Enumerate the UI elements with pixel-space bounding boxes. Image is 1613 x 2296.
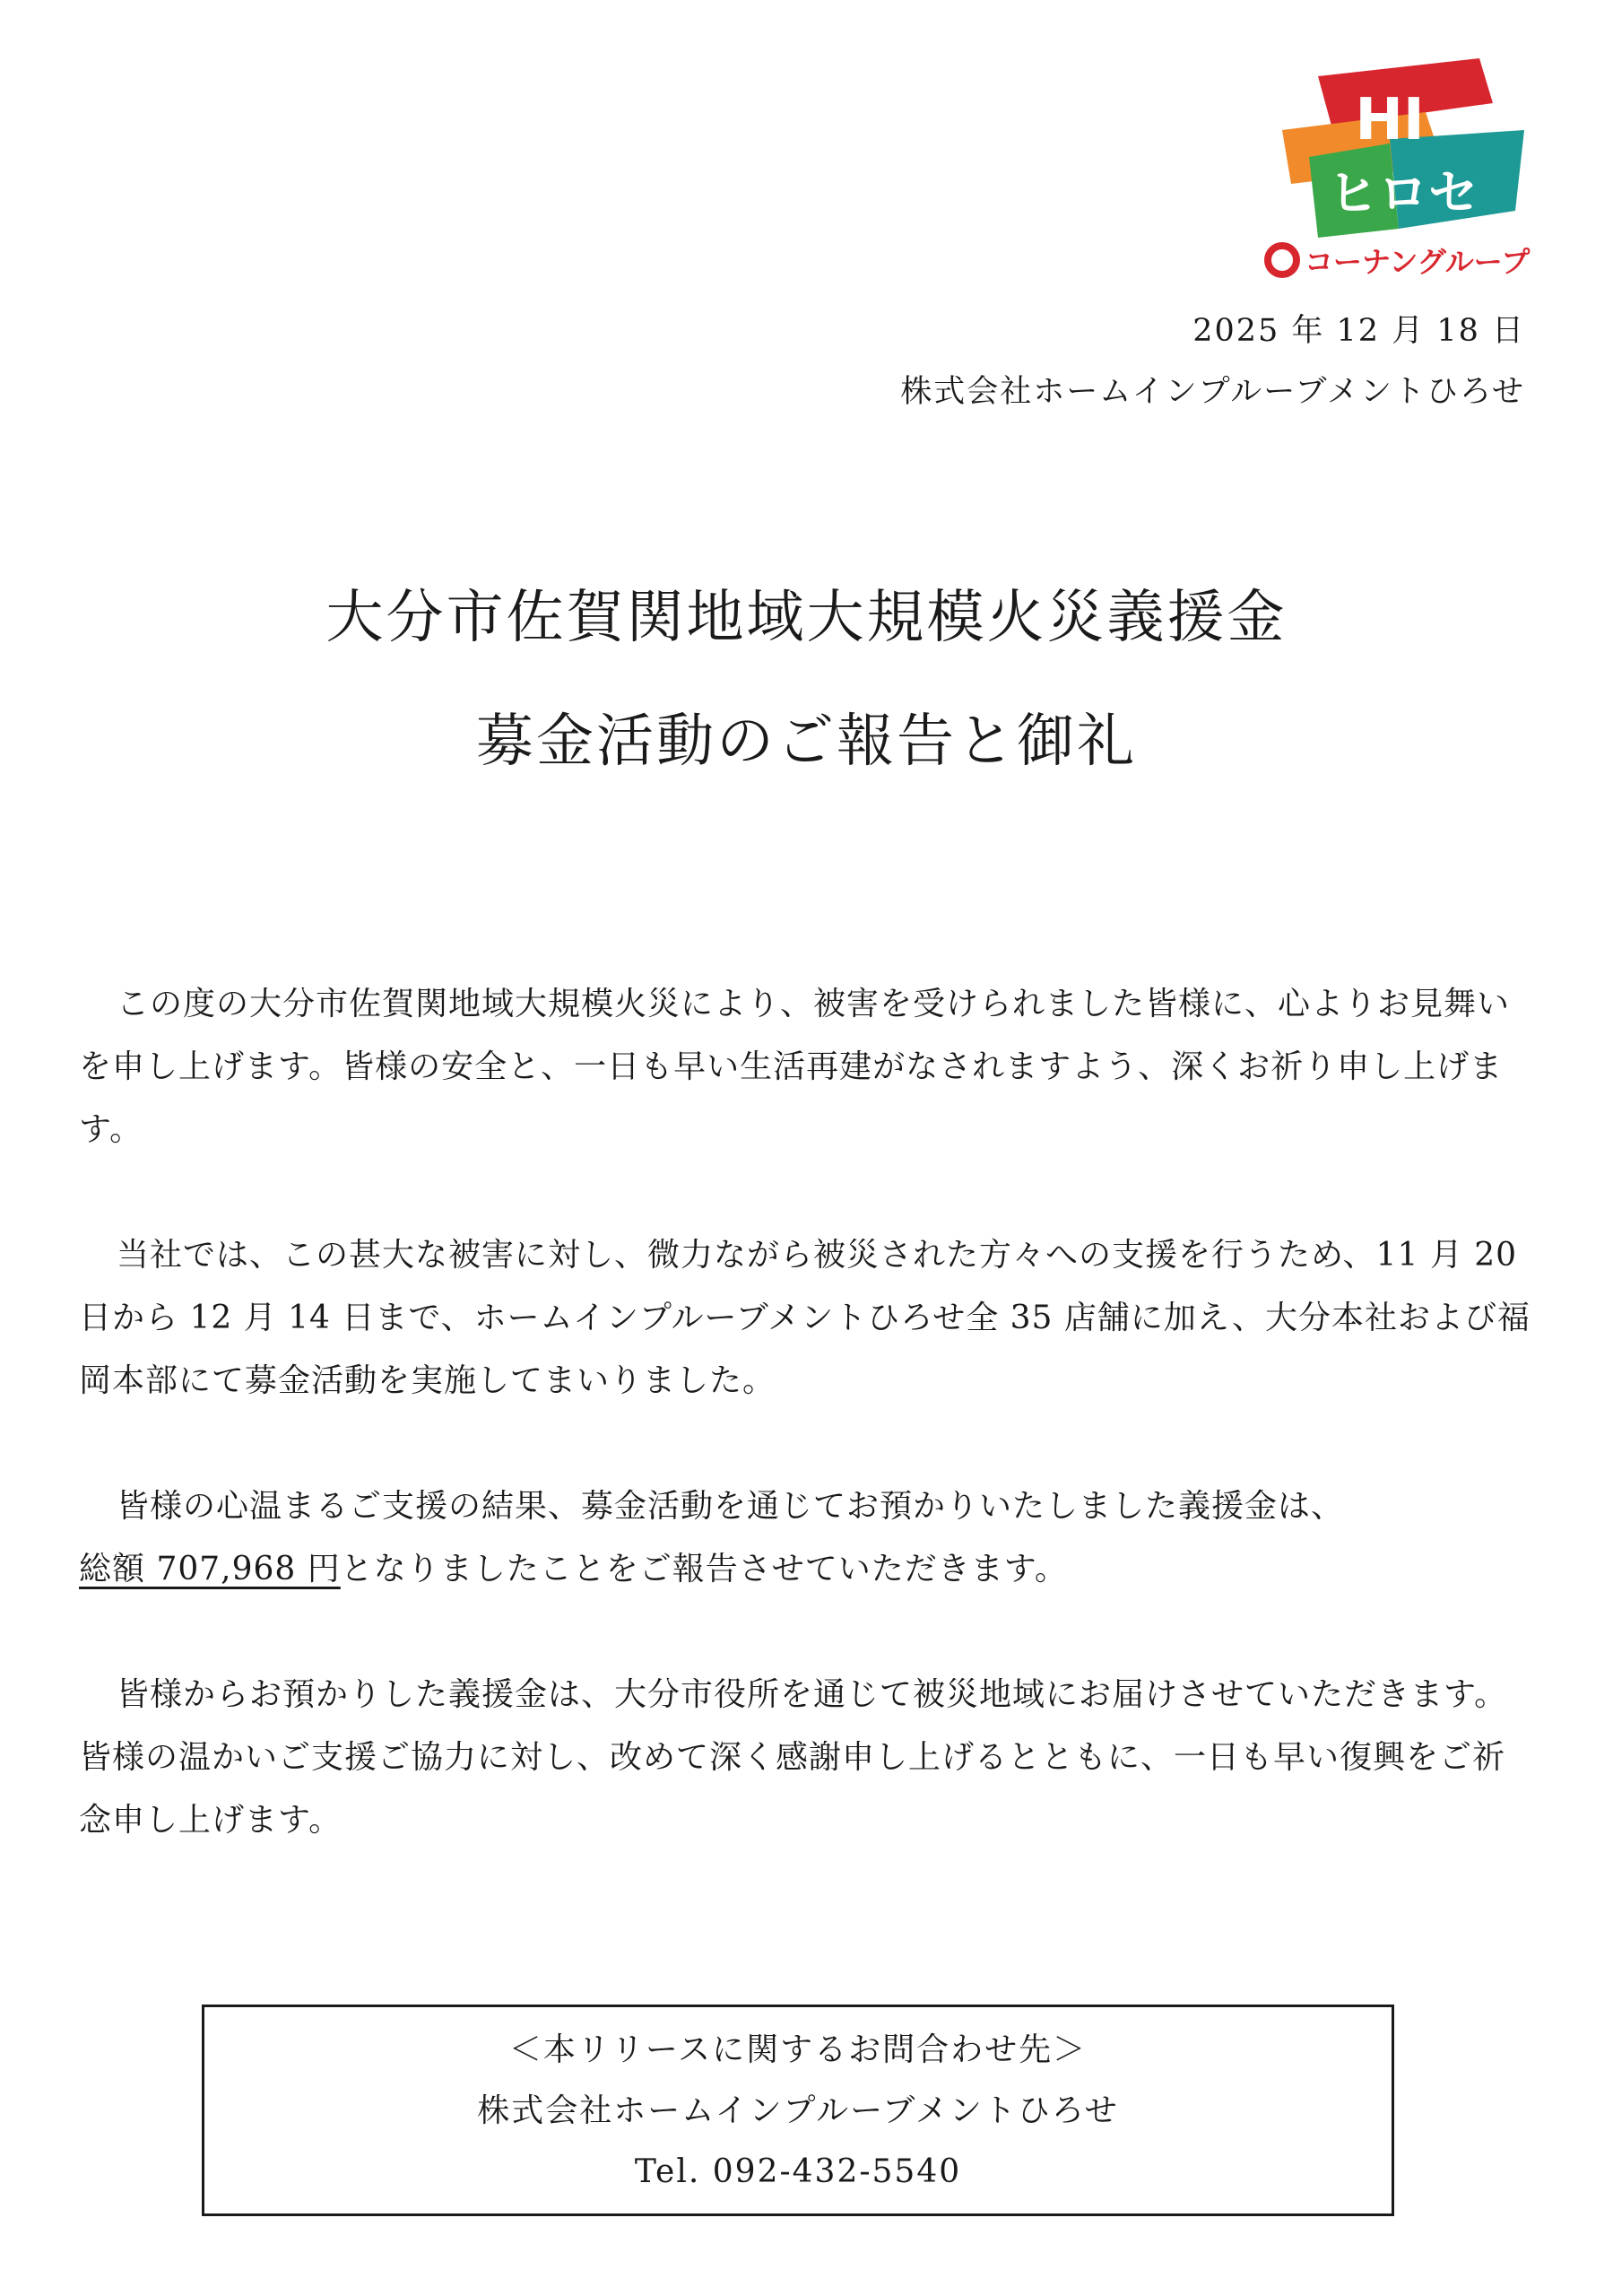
contact-company: 株式会社ホームインプルーブメントひろせ [477,2092,1119,2129]
release-date: 2025 年 12 月 18 日 [1192,313,1525,349]
issuer-company: 株式会社ホームインプルーブメントひろせ [900,374,1525,410]
company-logo [1255,49,1542,283]
body-text [79,973,1535,1915]
group-circle-icon [1268,246,1296,274]
contact-box [202,2005,1394,2216]
paragraph-delivery: 皆様からお預かりした義援金は、大分市役所を通じて被災地域にお届けさせていただきます。皆様の温かいご支援ご協力に対し、改めて深く感謝申し上げるとともに、一日も早い復興をご祈念申し上げます。 [79,1676,1508,1839]
contact-heading: ＜本リリースに関するお問合わせ先＞ [508,2031,1088,2068]
header-info [900,300,1525,422]
document-title [0,556,1613,804]
result-intro: 皆様の心温まるご支援の結果、募金活動を通じてお預かりいたしました義援金は、 [117,1488,1345,1525]
paragraph-sympathy: この度の大分市佐賀関地域大規模火災により、被害を受けられました皆様に、心よりお見舞いを申し上げます。皆様の安全と、一日も早い生活再建がなされますよう、深くお祈り申し上げます。 [79,986,1511,1148]
paragraph-activity: 当社では、この甚大な被害に対し、微力ながら被災された方々への支援を行うため、11 月 20 日から 12 月 14 日まで、ホームインプルーブメントひろせ全 35 店舗に加え、大分本社および福岡本部にて募金活動を実施してまいりました。 [79,1237,1531,1399]
title-line-2: 募金活動のご報告と御礼 [476,709,1137,775]
contact-tel: Tel. 092-432-5540 [634,2153,962,2190]
group-name-text: コーナングループ [1305,245,1531,279]
result-outro: となりましたことをご報告させていただきます。 [340,1551,1068,1587]
logo-mark [1255,49,1542,283]
logo-hi-text: HI [1355,87,1425,153]
logo-hirose-text: ヒロセ [1328,165,1479,223]
paragraph-result [79,1475,1535,1601]
donation-total: 総額 707,968 円 [79,1551,341,1587]
title-line-1: 大分市佐賀関地域大規模火災義援金 [325,585,1288,651]
